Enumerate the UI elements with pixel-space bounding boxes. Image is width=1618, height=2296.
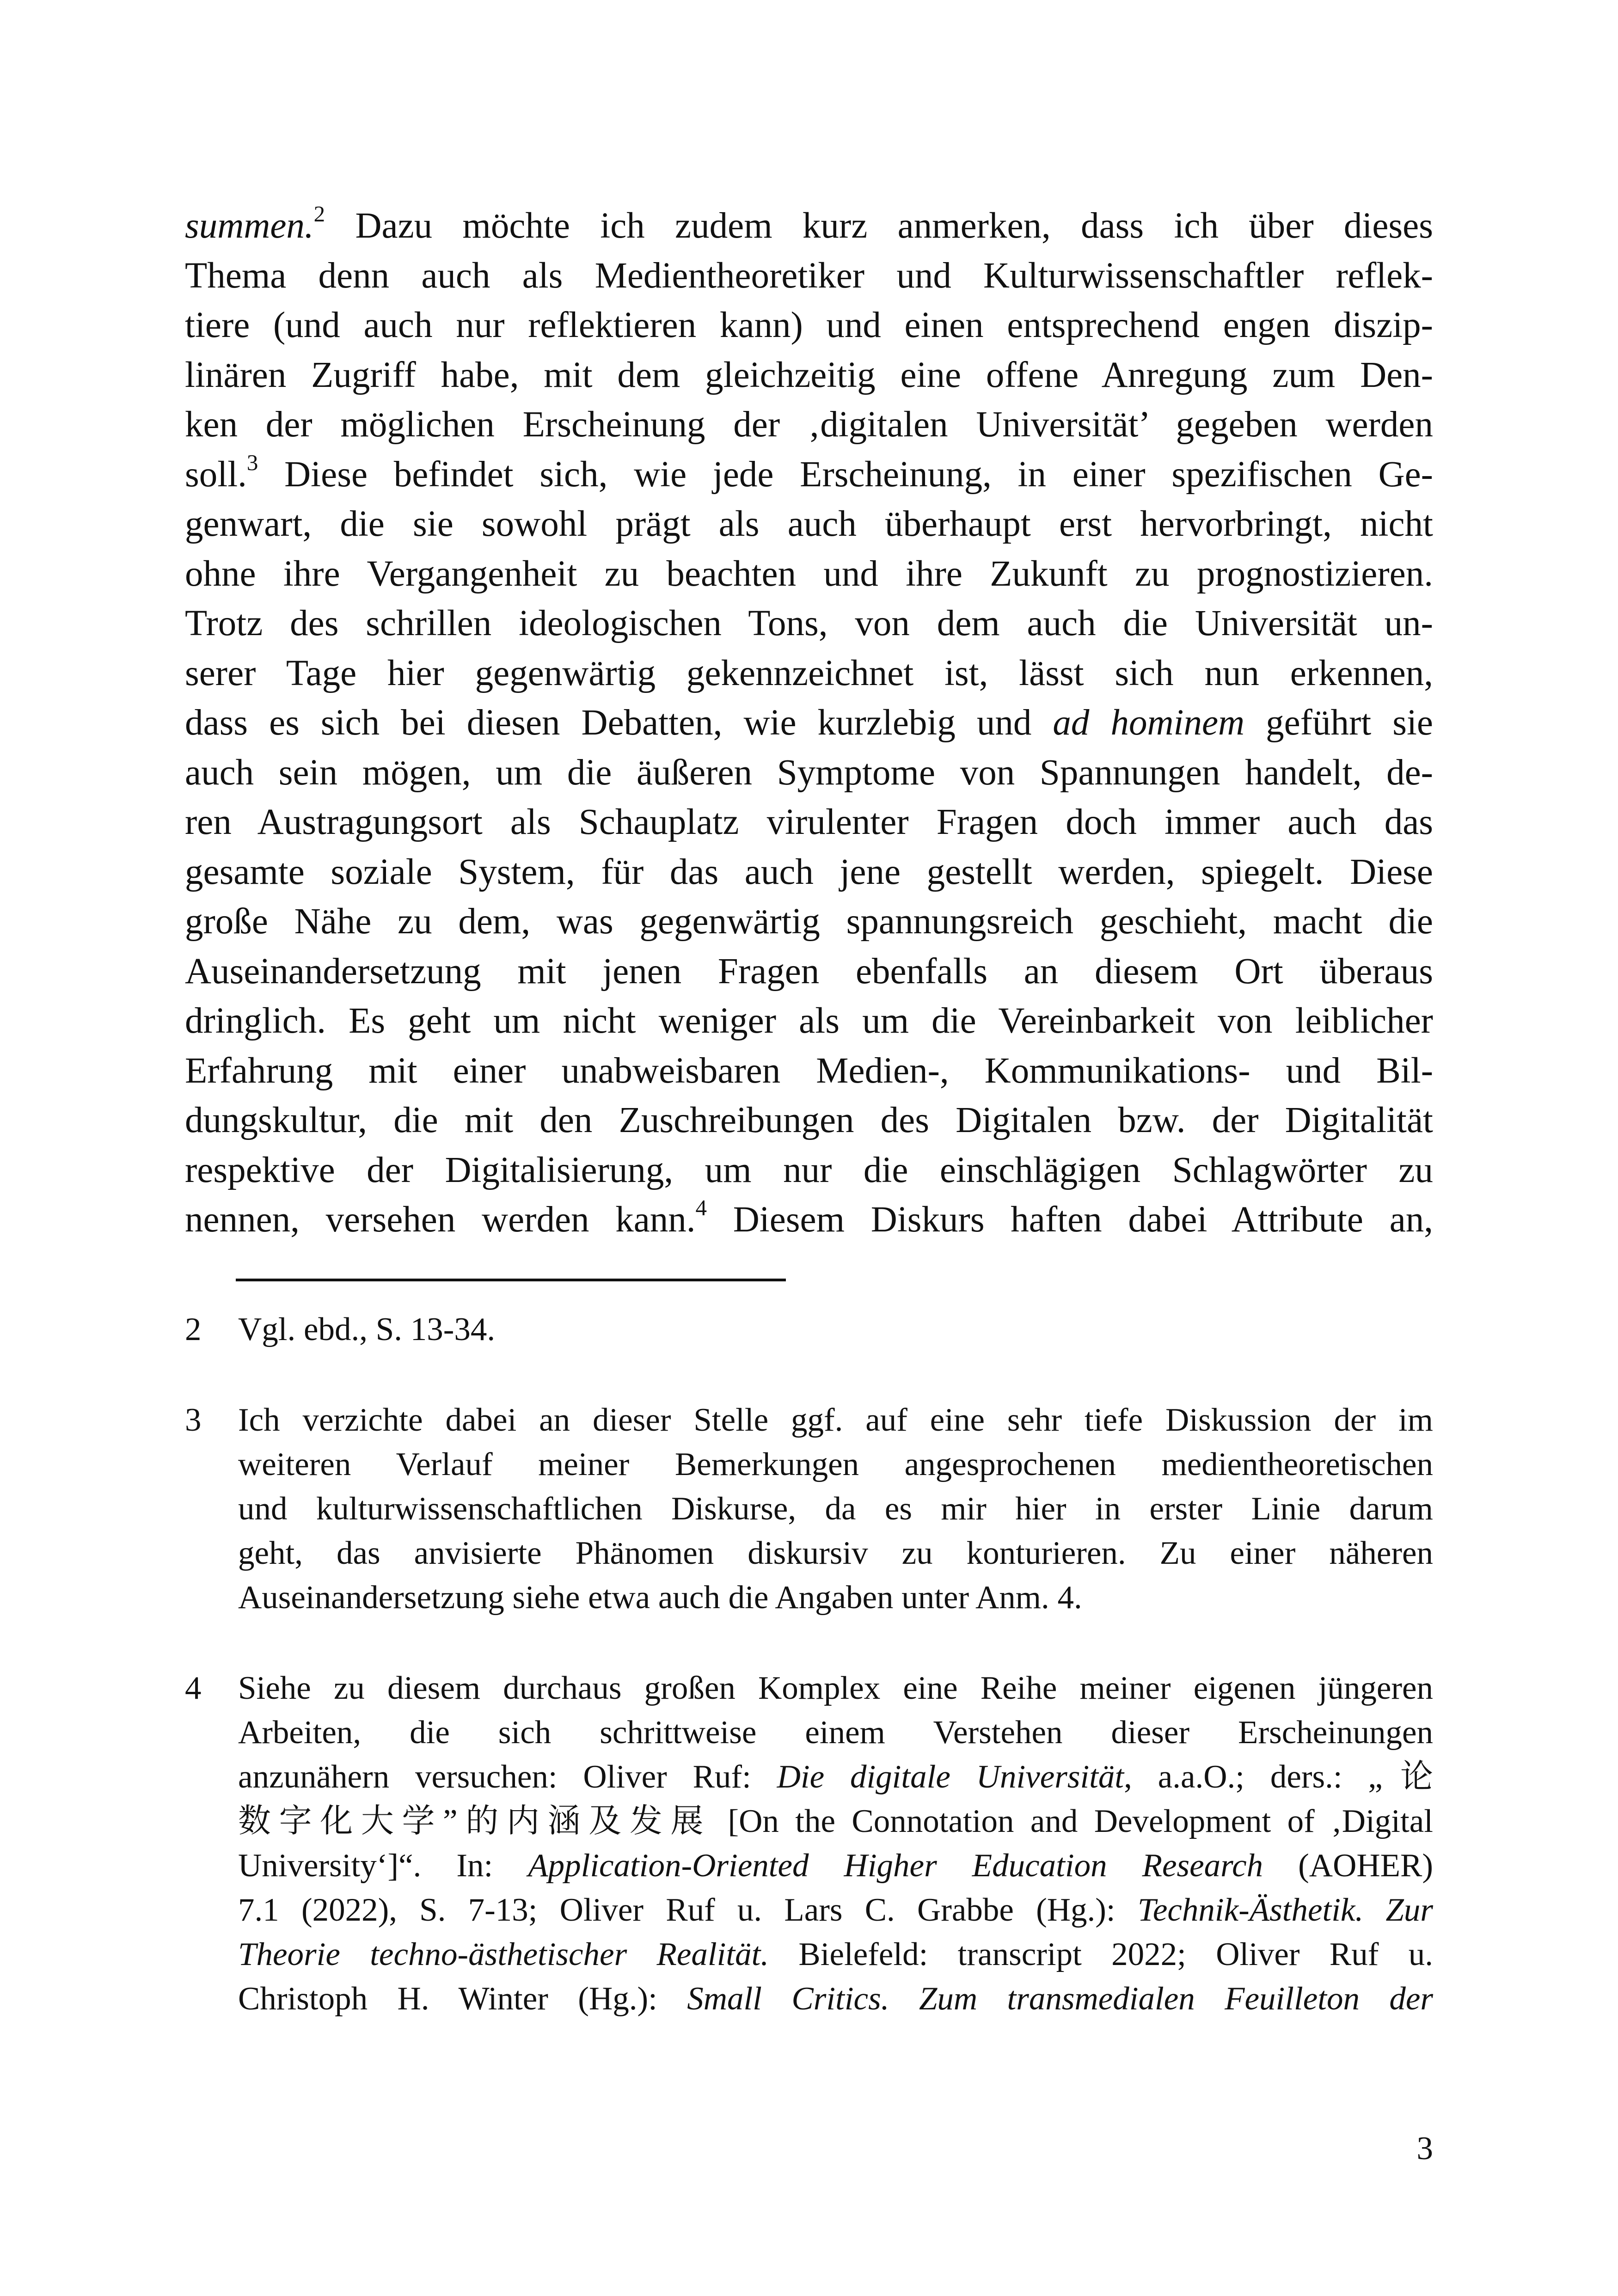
body-line: serer Tage hier gegenwärtig gekennzeichnet ist, lässt sich nun erkennen, (185, 653, 1433, 693)
body-line: dass es sich bei diesen Debatten, wie kurzlebig und ad hominem geführt sie (185, 703, 1433, 743)
body-line: auch sein mögen, um die äußeren Symptome von Spannungen handelt, de- (185, 752, 1433, 793)
footnote-line: Vgl. ebd., S. 13-34. (238, 1311, 496, 1347)
body-line: tiere (und auch nur reflektieren kann) und einen entsprechend engen diszip- (185, 305, 1433, 345)
footnote-line: Auseinandersetzung siehe etwa auch die Angaben unter Anm. 4. (238, 1580, 1082, 1616)
footnote-line: University‘]“. In: Application-Oriented Higher Education Research (AOHER) (238, 1848, 1433, 1884)
body-line: summen.$^2$ Dazu möchte ich zudem kurz anmerken, dass ich über dieses (185, 201, 1433, 246)
footnote-2 (185, 1307, 1433, 1352)
footnote-ref-4[interactable]: 4 (695, 1195, 707, 1221)
footnote-line: Christoph H. Winter (Hg.): Small Critics. Zum transmedialen Feuilleton der (238, 1981, 1434, 2017)
footnote-line: geht, das anvisierte Phänomen diskursiv zu konturieren. Zu einer näheren (238, 1535, 1433, 1571)
page-number: 3 (1416, 2131, 1433, 2167)
footnote-number: 3 (185, 1402, 202, 1438)
footnote-line: 数字化大学”的内涵及发展 [On the Connotation and Development of ‚Digital (238, 1803, 1433, 1839)
footnote-line: anzunähern versuchen: Oliver Ruf: Die digitale Universität, a.a.O.; ders.: „论 (238, 1759, 1433, 1795)
footnotes (185, 1307, 1433, 2067)
body-line: ohne ihre Vergangenheit zu beachten und ihre Zukunft zu prognostizieren. (185, 553, 1433, 594)
body-line: soll.$^3$ Diese befindet sich, wie jede Erscheinung, in einer spezifischen Ge- (185, 449, 1433, 495)
footnote-line: Ich verzichte dabei an dieser Stelle ggf. auf eine sehr tiefe Diskussion der im (238, 1402, 1433, 1438)
footnote-3 (185, 1398, 1433, 1620)
body-line: linären Zugriff habe, mit dem gleichzeitig eine offene Anregung zum Den- (185, 355, 1433, 395)
footnote-ref-3[interactable]: 3 (246, 449, 258, 475)
footnote-separator (236, 1279, 786, 1281)
body-line: Thema denn auch als Medientheoretiker und Kulturwissenschaftler reflek- (185, 255, 1433, 296)
footnote-line: Arbeiten, die sich schrittweise einem Verstehen dieser Erscheinungen (238, 1714, 1433, 1751)
body-line: Erfahrung mit einer unabweisbaren Medien-, Kommunikations- und Bil- (185, 1050, 1433, 1091)
footnote-line: 7.1 (2022), S. 7-13; Oliver Ruf u. Lars C. Grabbe (Hg.): Technik-Ästhetik. Zur (238, 1892, 1433, 1928)
body-line: ren Austragungsort als Schauplatz virulenter Fragen doch immer auch das (185, 802, 1433, 842)
body-line: dringlich. Es geht um nicht weniger als um die Vereinbarkeit von leiblicher (185, 1001, 1433, 1041)
body-paragraph (185, 201, 1433, 1245)
footnote-line: und kulturwissenschaftlichen Diskurse, da es mir hier in erster Linie darum (238, 1491, 1433, 1527)
footnote-ref-2[interactable]: 2 (313, 201, 325, 227)
footnote-number: 2 (185, 1311, 202, 1347)
body-line: Auseinandersetzung mit jenen Fragen ebenfalls an diesem Ort überaus (185, 951, 1433, 992)
body-line: Trotz des schrillen ideologischen Tons, von dem auch die Universität un- (185, 603, 1433, 643)
body-line: große Nähe zu dem, was gegenwärtig spannungsreich geschieht, macht die (185, 901, 1433, 942)
footnote-line: weiteren Verlauf meiner Bemerkungen angesprochenen medientheoretischen (238, 1446, 1433, 1482)
body-line: respektive der Digitalisierung, um nur die einschlägigen Schlagwörter zu (185, 1150, 1433, 1190)
body-line: gesamte soziale System, für das auch jene gestellt werden, spiegelt. Diese (185, 851, 1433, 892)
body-line: genwart, die sie sowohl prägt als auch überhaupt erst hervorbringt, nicht (185, 504, 1433, 544)
body-line: nennen, versehen werden kann.$^4$ Diesem Diskurs haften dabei Attribute an, (185, 1195, 1434, 1240)
body-line: dungskultur, die mit den Zuschreibungen des Digitalen bzw. der Digitalität (185, 1100, 1433, 1140)
footnote-number: 4 (185, 1670, 202, 1706)
footnote-line: Siehe zu diesem durchaus großen Komplex eine Reihe meiner eigenen jüngeren (238, 1670, 1433, 1706)
footnote-line: Theorie techno-ästhetischer Realität. Bielefeld: transcript 2022; Oliver Ruf u. (238, 1936, 1433, 1972)
body-line: ken der möglichen Erscheinung der ‚digitalen Universität’ gegeben werden (185, 404, 1433, 445)
footnote-4 (185, 1666, 1433, 2021)
